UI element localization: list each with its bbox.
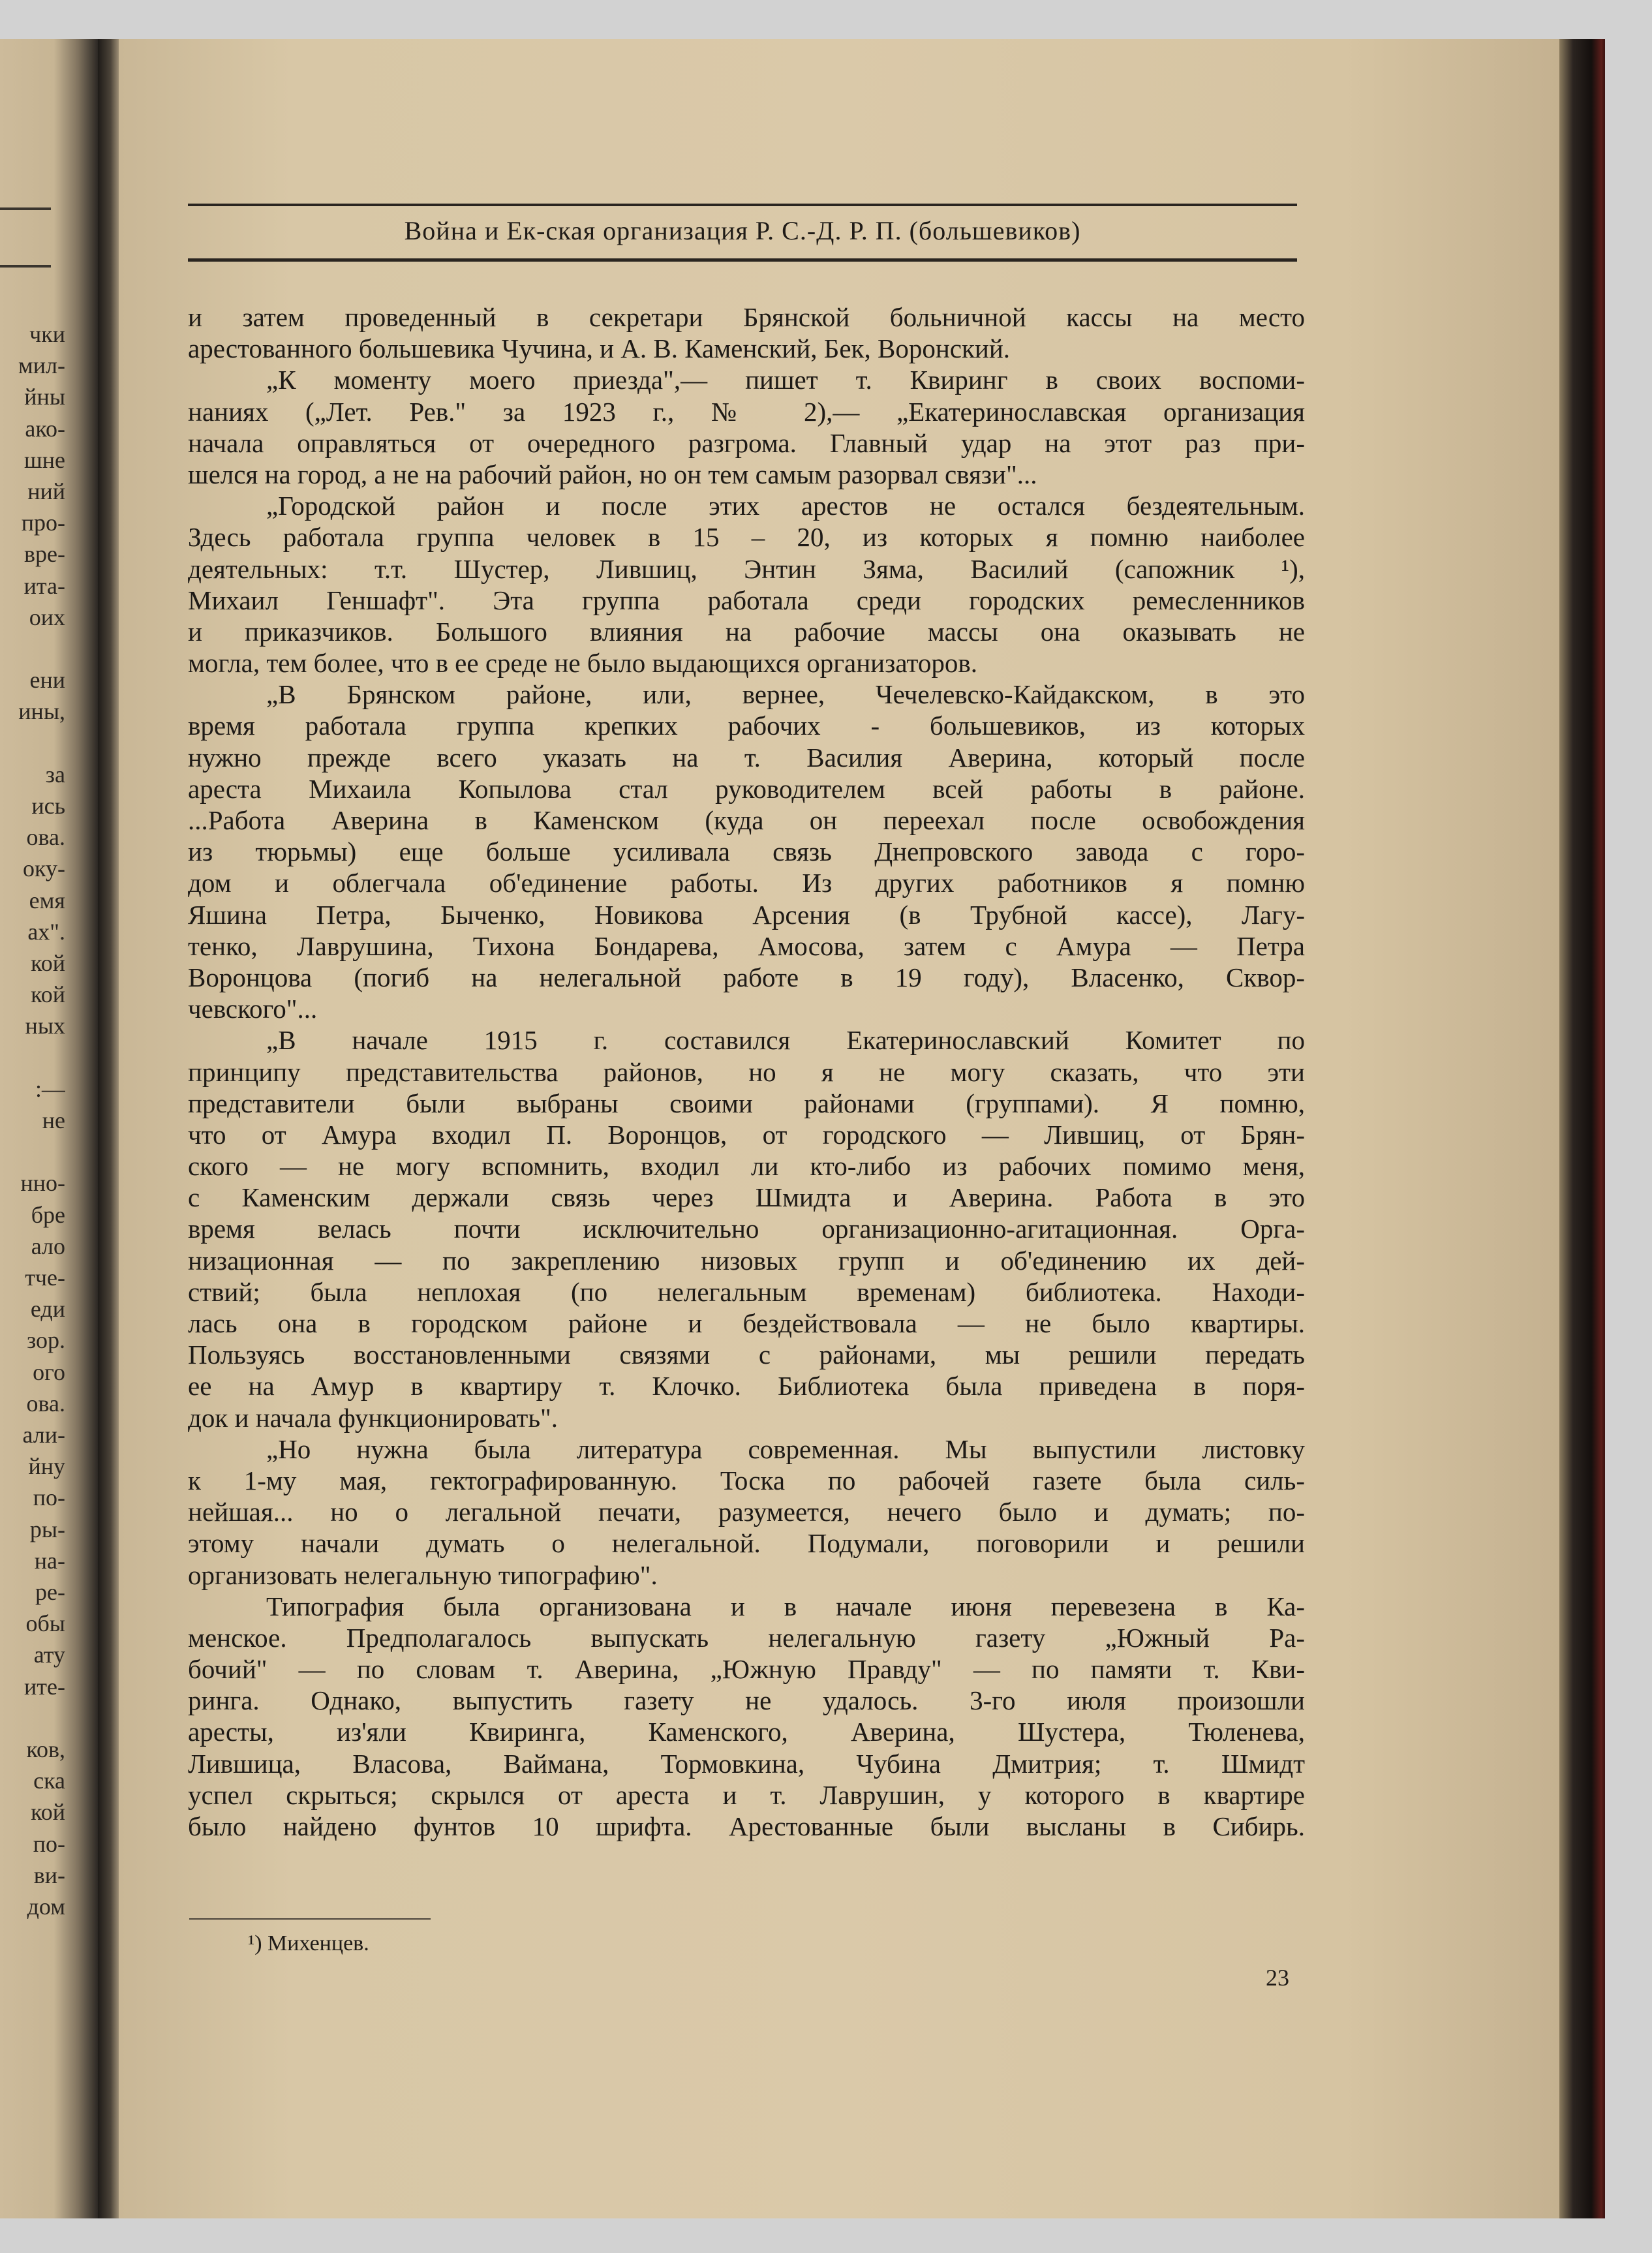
left-margin-fragment: ска <box>33 1768 65 1794</box>
page-number: 23 <box>1266 1965 1289 1991</box>
left-margin-fragment: ви- <box>33 1862 65 1888</box>
text-line: ствий; была неплохая (по нелегальным временам) библиотека. Находи- <box>188 1276 1305 1307</box>
left-margin-fragment: чки <box>29 321 65 347</box>
text-line: и приказчиков. Большого влияния на рабочие массы она оказывать не <box>188 616 1305 647</box>
left-margin-fragment: ого <box>33 1358 65 1385</box>
left-margin-fragment: на- <box>34 1547 65 1574</box>
left-margin-fragment: ова. <box>26 824 65 851</box>
left-margin-fragment: шне <box>24 446 65 473</box>
text-line: могла, тем более, что в ее среде не было выдающихся организаторов. <box>188 648 977 679</box>
left-margin-fragment: вре- <box>24 541 65 568</box>
left-margin-fragment: ных <box>25 1013 65 1039</box>
left-margin-fragment: ова. <box>26 1390 65 1417</box>
footnote: ¹) Михенцев. <box>248 1931 369 1955</box>
text-line: „В начале 1915 г. составился Екатеринославский Комитет по <box>266 1025 1305 1056</box>
text-line: ареста Михаила Копылова стал руководителем всей работы в районе. <box>188 773 1305 804</box>
left-margin-fragment: ало <box>31 1233 65 1259</box>
text-line: и затем проведенный в секретари Брянской больничной кассы на место <box>188 302 1305 332</box>
text-line: нужно прежде всего указать на т. Василия Аверина, который после <box>188 742 1305 773</box>
left-margin-fragment: емя <box>29 887 65 913</box>
text-line: док и начала функционировать". <box>188 1402 558 1433</box>
text-line: время велась почти исключительно организационно-агитационная. Орга- <box>188 1214 1305 1244</box>
text-line: Лившица, Власова, Ваймана, Тормовкина, Чубина Дмитрия; т. Шмидт <box>188 1748 1305 1779</box>
text-line: низационная — по закреплению низовых групп и об'единению их дей- <box>188 1245 1305 1276</box>
text-line: время работала группа крепких рабочих - большевиков, из которых <box>188 711 1305 741</box>
text-line: тенко, Лаврушина, Тихона Бондарева, Амосова, затем с Амура — Петра <box>188 930 1305 961</box>
left-margin-fragment: ите- <box>24 1673 65 1700</box>
text-line: с Каменским держали связь через Шмидта и Аверина. Работа в это <box>188 1182 1305 1213</box>
text-line: из тюрьмы) еще больше усиливала связь Днепровского завода с горо- <box>188 836 1305 867</box>
left-margin-fragment: ату <box>33 1642 65 1668</box>
left-margin-fragment: про- <box>21 510 65 536</box>
left-margin-fragment: али- <box>22 1422 65 1448</box>
text-line: Здесь работала группа человек в 15 – 20, из которых я помню наиболее <box>188 522 1305 553</box>
text-line: „Городской район и после этих арестов не остался бездеятельным. <box>266 491 1305 521</box>
text-line: наниях („Лет. Рев." за 1923 г., № 2),— „Екатеринославская организация <box>188 396 1305 427</box>
text-line: Типография была организована и в начале июня перевезена в Ка- <box>266 1591 1305 1621</box>
left-margin-fragment: за <box>45 761 65 788</box>
text-line: аресты, из'яли Квиринга, Каменского, Аверина, Шустера, Тюленева, <box>188 1717 1305 1747</box>
running-header: Война и Ек-ская организация Р. С.-Д. Р. П. (большевиков) <box>404 216 1081 245</box>
left-margin-fragment: не <box>42 1107 65 1133</box>
left-margin-fragment: ре- <box>35 1579 65 1605</box>
text-line: деятельных: т.т. Шустер, Лившиц, Энтин Зяма, Василий (сапожник ¹), <box>188 553 1305 584</box>
text-line: арестованного большевика Чучина, и А. В. Каменский, Бек, Воронский. <box>188 333 1011 364</box>
header-rule-top <box>188 204 1297 206</box>
left-margin-fragment: оку- <box>23 855 65 882</box>
text-line: „К моменту моего приезда",— пишет т. Квиринг в своих воспоми- <box>266 365 1305 395</box>
left-margin-fragment: йну <box>28 1453 65 1480</box>
left-page-rule <box>0 207 51 210</box>
header-rule-bottom <box>188 258 1297 262</box>
left-margin-fragment: ако- <box>25 415 65 442</box>
footnote-rule <box>189 1918 431 1920</box>
left-margin-fragment: нно- <box>20 1170 65 1197</box>
left-margin-fragment: оих <box>29 604 65 630</box>
text-line: бочий" — по словам т. Аверина, „Южную Правду" — по памяти т. Кви- <box>188 1654 1305 1685</box>
left-margin-fragment: ита- <box>23 572 65 599</box>
text-line: чевского"... <box>188 994 318 1024</box>
text-line: ского — не могу вспомнить, входил ли кто-либо из рабочих помимо меня, <box>188 1151 1305 1182</box>
left-margin-fragment: ры- <box>29 1516 65 1542</box>
left-margin-fragment: мил- <box>18 352 65 379</box>
text-line: лась она в городском районе и бездействовала — не было квартиры. <box>188 1308 1305 1338</box>
book-scan <box>0 39 1605 2218</box>
left-margin-fragment: по- <box>33 1484 65 1511</box>
text-line: ...Работа Аверина в Каменском (куда он переехал после освобождения <box>188 805 1305 835</box>
text-line: дом и облегчала об'единение работы. Из других работников я помню <box>188 868 1305 898</box>
left-page-rule <box>0 265 51 268</box>
book-gutter <box>98 39 119 2218</box>
text-line: начала оправляться от очередного разгрома. Главный удар на этот раз при- <box>188 427 1305 458</box>
text-line: Воронцова (погиб на нелегальной работе в 19 году), Власенко, Сквор- <box>188 962 1305 992</box>
left-margin-fragment: обы <box>25 1610 65 1637</box>
text-line: Пользуясь восстановленными связями с районами, мы решили передать <box>188 1340 1305 1370</box>
text-line: нейшая... но о легальной печати, разумеется, нечего было и думать; по- <box>188 1497 1305 1527</box>
text-line: „Но нужна была литература современная. Мы выпустили листовку <box>266 1433 1305 1464</box>
text-line: к 1-му мая, гектографированную. Тоска по рабочей газете была силь- <box>188 1465 1305 1495</box>
left-margin-fragment: ины, <box>18 698 65 725</box>
left-margin-fragment: :— <box>35 1075 65 1102</box>
left-margin-fragment: ков, <box>26 1736 65 1762</box>
left-margin-fragment: ний <box>27 478 65 504</box>
text-line: ее на Амур в квартиру т. Клочко. Библиотека была приведена в поря- <box>188 1371 1305 1402</box>
left-margin-fragment: бре <box>31 1201 65 1228</box>
text-line: Михаил Геншафт". Эта группа работала среди городских ремесленников <box>188 585 1305 615</box>
left-margin-fragment: кой <box>31 1799 65 1826</box>
left-margin-fragment: кой <box>31 950 65 976</box>
left-margin-fragment: дом <box>27 1893 65 1920</box>
left-margin-fragment: йны <box>24 384 65 410</box>
text-line: организовать нелегальную типографию". <box>188 1559 658 1590</box>
text-line: принципу представительства районов, но я не могу сказать, что эти <box>188 1056 1305 1087</box>
text-line: ринга. Однако, выпустить газету не удалось. 3-го июля произошли <box>188 1685 1305 1716</box>
text-line: шелся на город, а не на рабочий район, но он тем самым разорвал связи"... <box>188 459 1037 489</box>
left-margin-fragment: ись <box>31 793 65 819</box>
page-edge <box>1559 39 1605 2218</box>
left-page-fragment <box>0 39 98 2218</box>
text-line: что от Амура входил П. Воронцов, от городского — Лившиц, от Брян- <box>188 1119 1305 1150</box>
text-line: менское. Предполагалось выпускать нелегальную газету „Южный Ра- <box>188 1622 1305 1653</box>
text-line: представители были выбраны своими районами (группами). Я помню, <box>188 1088 1305 1118</box>
left-margin-fragment: тче- <box>25 1264 65 1291</box>
left-margin-fragment: еди <box>30 1296 65 1323</box>
text-line: этому начали думать о нелегальной. Подумали, поговорили и решили <box>188 1528 1305 1559</box>
text-line: было найдено фунтов 10 шрифта. Арестованные были высланы в Сибирь. <box>188 1811 1305 1841</box>
body-text <box>188 301 1305 1842</box>
left-margin-fragment: по- <box>33 1830 65 1857</box>
text-line: успел скрыться; скрылся от ареста и т. Лаврушин, у которого в квартире <box>188 1779 1305 1810</box>
left-margin-fragment: ени <box>29 667 65 694</box>
left-margin-fragment: зор. <box>26 1327 65 1354</box>
left-margin-fragment: ах". <box>27 918 65 945</box>
left-margin-fragment: кой <box>31 981 65 1008</box>
text-line: Яшина Петра, Быченко, Новикова Арсения (в Трубной кассе), Лагу- <box>188 899 1305 930</box>
text-line: „В Брянском районе, или, вернее, Чечелевско-Кайдакском, в это <box>266 679 1305 710</box>
